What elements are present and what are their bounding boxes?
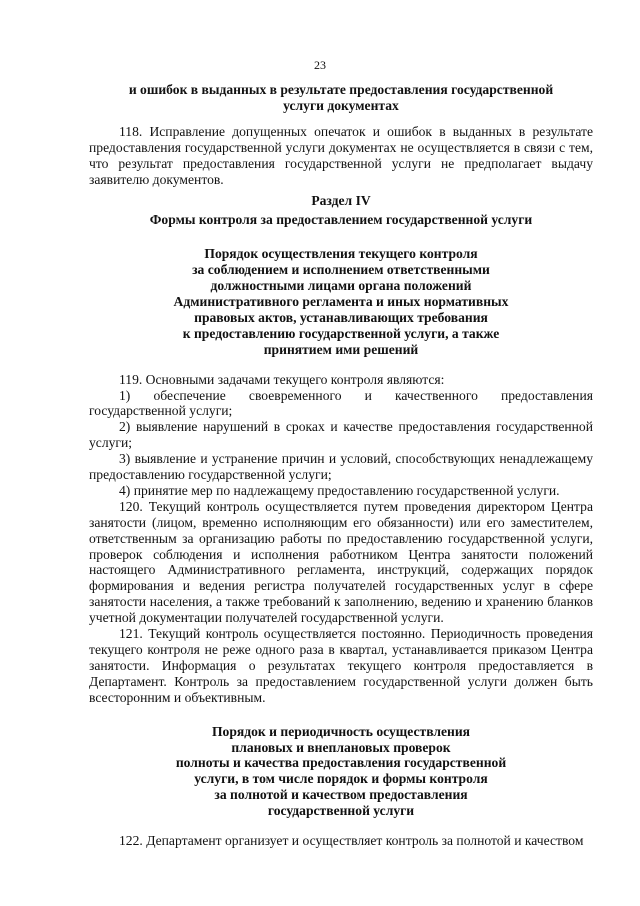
page-content	[89, 82, 593, 849]
page-number: 23	[314, 58, 326, 72]
heading-current-control	[89, 246, 593, 357]
heading-line: Административного регламента и иных нормативных	[173, 293, 509, 309]
heading-line: и ошибок в выданных в результате предоставления государственной	[128, 82, 554, 97]
paragraph-118: 118. Исправление допущенных опечаток и ошибок в выданных в результате предоставления государственной услуги документах не осуществляется в связи с тем, что результат предоставления государственной услуги не предполагает выдачу заявителю документов.	[89, 123, 593, 187]
heading-line: к предоставлению государственной услуги, а также	[182, 325, 500, 341]
paragraph-120: 120. Текущий контроль осуществляется путем проведения директором Центра занятости (лицом, временно исполняющим его обязанности) или его заместителем, ответственным за организацию работы по предоставлению государственной услуги, проверок соблюдения и исполнения работником Центра занятости положений настоящего Административного регламента, инструкций, содержащих порядок формирования и ведения регистра получателей государственных услуг в сфере занятости населения, а также требований к заполнению, ведению и хранению бланков учетной документации получателей государственной услуги.	[89, 498, 593, 626]
heading-line: за полнотой и качеством предоставления	[214, 787, 468, 803]
heading-line: Порядок и периодичность осуществления	[211, 723, 471, 739]
heading-line: плановых и внеплановых проверок	[231, 739, 451, 755]
section-title: Формы контроля за предоставлением государственной услуги	[149, 212, 533, 228]
heading-line: правовых актов, устанавливающих требования	[194, 309, 488, 325]
heading-line: услуги документах	[283, 97, 399, 113]
heading-line: полноты и качества предоставления государственной	[175, 755, 507, 771]
list-item: 1) обеспечение своевременного и качественного предоставления государственной услуги;	[89, 387, 593, 419]
heading-line: государственной услуги	[267, 803, 415, 819]
heading-top	[89, 82, 593, 114]
list-item: 2) выявление нарушений в сроках и качестве предоставления государственной услуги;	[89, 419, 593, 451]
heading-line: за соблюдением и исполнением ответственными	[192, 262, 490, 278]
heading-periodic-checks	[89, 724, 593, 819]
paragraph-119: 119. Основными задачами текущего контроля являются:	[119, 371, 445, 387]
list-item: 3) выявление и устранение причин и условий, способствующих ненадлежащему предоставлению государственной услуги;	[89, 451, 593, 483]
heading-line: принятием ими решений	[263, 341, 419, 357]
paragraph-122: 122. Департамент организует и осуществляет контроль за полнотой и качеством	[119, 833, 584, 849]
list-item: 4) принятие мер по надлежащему предоставлению государственной услуги.	[119, 482, 560, 498]
heading-line: Порядок осуществления текущего контроля	[204, 246, 478, 262]
paragraph-121: 121. Текущий контроль осуществляется постоянно. Периодичность проведения текущего контроля не реже одного раза в квартал, устанавливается приказом Центра занятости. Информация о результатах текущего контроля предоставляется в Департамент. Контроль за предоставлением государственной услуги должен быть всесторонним и объективным.	[89, 626, 593, 705]
heading-line: должностными лицами органа положений	[210, 278, 472, 294]
section-label: Раздел IV	[311, 193, 371, 209]
heading-line: услуги, в том числе порядок и формы контроля	[194, 771, 488, 787]
